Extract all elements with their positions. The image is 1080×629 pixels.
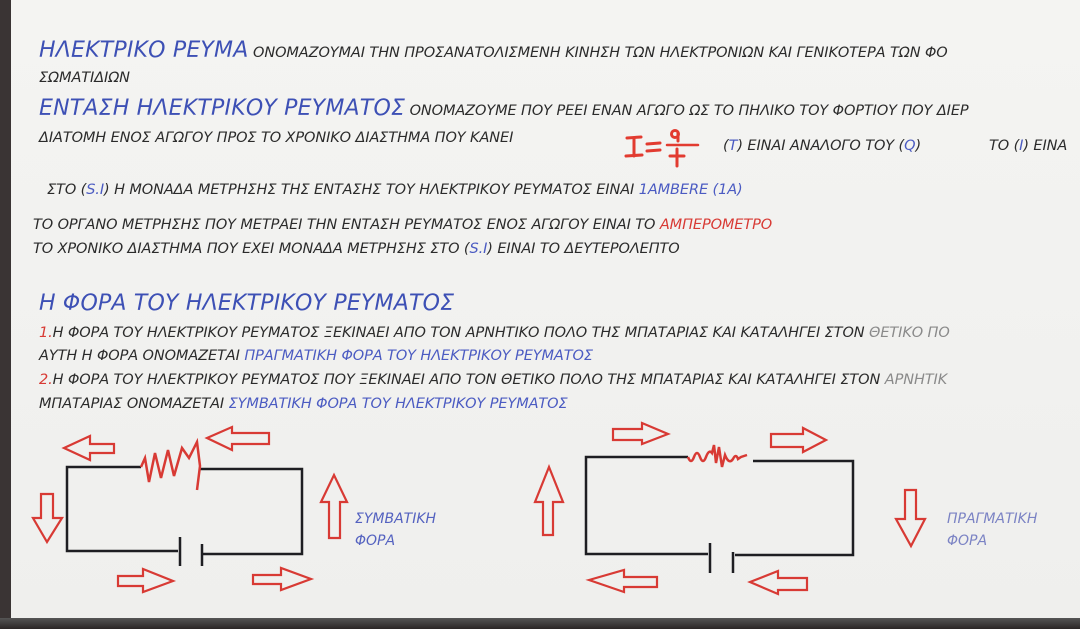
- arrow-up-icon: [535, 467, 563, 535]
- arrow-down-icon: [33, 494, 62, 542]
- si-prefix: ΣΤΟ (: [47, 182, 87, 198]
- direction-heading-line: [39, 291, 454, 316]
- si-text: ) Η ΜΟΝΑΔΑ ΜΕΤΡΗΣΗΣ ΤΗΣ ΕΝΤΑΣΗΣ ΤΟΥ ΗΛΕΚΤΡΙΚΟΥ ΡΕΥΜΑΤΟΣ ΕΙΝΑΙ: [104, 182, 639, 198]
- formula-drawing: [623, 126, 703, 170]
- label-line-2: ΦΟΡΑ: [355, 533, 396, 549]
- var-q: Q: [904, 138, 916, 154]
- circuit-diagram-conventional: [11, 420, 351, 610]
- arrow-right-icon: [613, 423, 668, 444]
- definition-text: ΟΝΟΜΑΖΟΥΜΑΙ ΤΗΝ ΠΡΟΣΑΝΑΤΟΛΙΣΜΕΝΗ ΚΙΝΗΣΗ ΤΩΝ ΗΛΕΚΤΡΟΝΙΩΝ ΚΑΙ ΓΕΝΙΚΟΤΕΡΑ ΤΩΝ ΦΟ: [248, 45, 948, 61]
- document-screen: [11, 0, 1080, 618]
- real-direction-term: ΠΡΑΓΜΑΤΙΚΗ ΦΟΡΑ ΤΟΥ ΗΛΕΚΤΡΙΚΟΥ ΡΕΥΜΑΤΟΣ: [244, 348, 593, 364]
- resistor-icon: [141, 442, 200, 490]
- intensity-text: ΟΝΟΜΑΖΟΥΜΕ ΠΟΥ ΡΕΕΙ ΕΝΑΝ ΑΓΩΓΟ ΩΣ ΤΟ ΠΗΛΙΚΟ ΤΟΥ ΦΟΡΤΙΟΥ ΠΟΥ ΔΙΕΡ: [405, 103, 969, 119]
- circuit-wires: [67, 467, 302, 566]
- arrow-up-icon: [321, 475, 347, 538]
- conventional-direction-term: ΣΥΜΒΑΤΙΚΗ ΦΟΡΑ ΤΟΥ ΗΛΕΚΤΡΙΚΟΥ ΡΕΥΜΑΤΟΣ: [228, 396, 568, 412]
- time-text: ΤΟ ΧΡΟΝΙΚΟ ΔΙΑΣΤΗΜΑ ΠΟΥ ΕΧΕΙ ΜΟΝΑΔΑ ΜΕΤΡΗΣΗΣ ΣΤΟ (: [33, 241, 470, 257]
- item-number-2: 2.: [39, 372, 53, 388]
- heading-electric-current: ΗΛΕΚΤΡΙΚΟ ΡΕΥΜΑ: [39, 38, 249, 63]
- heading-current-intensity: ΕΝΤΑΣΗ ΗΛΕΚΤΡΙΚΟΥ ΡΕΥΜΑΤΟΣ: [39, 96, 406, 121]
- arrow-left-icon: [207, 427, 269, 450]
- ampere-symbol: (1A): [708, 182, 743, 198]
- item-2-line2-text: ΜΠΑΤΑΡΙΑΣ ΟΝΟΜΑΖΕΤΑΙ: [39, 396, 229, 412]
- real-direction-label: [947, 508, 1037, 552]
- direction-item-2-line2: [39, 396, 568, 412]
- current-note: [989, 138, 1067, 154]
- note-prefix: ΤΟ (: [989, 138, 1020, 154]
- ammeter-term: ΑΜΠΕΡΟΜΕΤΡΟ: [659, 217, 773, 233]
- si-unit-line: [47, 182, 743, 198]
- circuit-diagram-real: [520, 420, 940, 610]
- label-line-1: ΣΥΜΒΑΤΙΚΗ: [355, 511, 437, 527]
- monitor-bezel: [0, 618, 1080, 629]
- definition-continuation: [39, 70, 130, 86]
- definition-text-line2: ΣΩΜΑΤΙΔΙΩΝ: [39, 70, 130, 86]
- item-2-text: Η ΦΟΡΑ ΤΟΥ ΗΛΕΚΤΡΙΚΟΥ ΡΕΥΜΑΤΟΣ ΠΟΥ ΞΕΚΙΝΑΕΙ ΑΠΟ ΤΟΝ ΘΕΤΙΚΟ ΠΟΛΟ ΤΗΣ ΜΠΑΤΑΡΙΑΣ ΚΑΙ ΚΑΤΑΛΗΓΕΙ ΣΤΟΝ: [52, 372, 885, 388]
- si-abbrev-2: S.I: [469, 241, 488, 257]
- item-2-faded: ΑΡΝΗΤΙΚ: [884, 372, 948, 388]
- paren-open: (: [723, 138, 729, 154]
- current-formula: [623, 126, 703, 170]
- var-t: T: [728, 138, 738, 154]
- conventional-direction-label: [355, 508, 436, 552]
- arrow-down-icon: [896, 490, 925, 546]
- intensity-text-line2: ΔΙΑΤΟΜΗ ΕΝΟΣ ΑΓΩΓΟΥ ΠΡΟΣ ΤΟ ΧΡΟΝΙΚΟ ΔΙΑΣΤΗΜΑ ΠΟΥ ΚΑΝΕΙ: [39, 130, 514, 146]
- electric-current-definition: [39, 38, 948, 63]
- ampere-unit: 1AMBERE: [638, 182, 709, 198]
- arrow-left-icon: [64, 436, 114, 460]
- arrow-left-icon: [750, 571, 807, 594]
- direction-item-2: [39, 372, 947, 388]
- arrow-right-icon: [771, 428, 826, 452]
- note-text: ) ΕΙΝΑΙ ΑΝΑΛΟΓΟ ΤΟΥ (: [737, 138, 905, 154]
- resistor-icon: [688, 445, 747, 467]
- circuit-wires: [586, 457, 853, 573]
- time-unit-line: [33, 241, 680, 257]
- item-1-text: Η ΦΟΡΑ ΤΟΥ ΗΛΕΚΤΡΙΚΟΥ ΡΕΥΜΑΤΟΣ ΞΕΚΙΝΑΕΙ ΑΠΟ ΤΟΝ ΑΡΝΗΤΙΚΟ ΠΟΛΟ ΤΗΣ ΜΠΑΤΑΡΙΑΣ ΚΑΙ ΚΑΤΑΛΗΓΕΙ ΣΤΟΝ: [52, 325, 870, 341]
- label-line-1: ΠΡΑΓΜΑΤΙΚΗ: [947, 511, 1038, 527]
- item-number-1: 1.: [39, 325, 53, 341]
- paren-close: ): [915, 138, 921, 154]
- direction-item-1-line2: [39, 348, 593, 364]
- intensity-continuation: [39, 130, 513, 146]
- note-suffix: ) ΕΙΝΑ: [1023, 138, 1068, 154]
- time-suffix: ) ΕΙΝΑΙ ΤΟ ΔΕΥΤΕΡΟΛΕΠΤΟ: [487, 241, 680, 257]
- instrument-text: ΤΟ ΟΡΓΑΝΟ ΜΕΤΡΗΣΗΣ ΠΟΥ ΜΕΤΡΑΕΙ ΤΗΝ ΕΝΤΑΣΗ ΡΕΥΜΑΤΟΣ ΕΝΟΣ ΑΓΩΓΟΥ ΕΙΝΑΙ ΤΟ: [33, 217, 660, 233]
- direction-item-1: [39, 325, 950, 341]
- instrument-line: [33, 217, 772, 233]
- item-1-faded: ΘΕΤΙΚΟ ΠΟ: [869, 325, 950, 341]
- heading-current-direction: Η ΦΟΡΑ ΤΟΥ ΗΛΕΚΤΡΙΚΟΥ ΡΕΥΜΑΤΟΣ: [39, 291, 455, 316]
- arrow-left-icon: [589, 570, 657, 592]
- label-line-2: ΦΟΡΑ: [947, 533, 988, 549]
- si-abbrev: S.I: [86, 182, 104, 198]
- proportionality-note: [723, 138, 921, 154]
- current-intensity-definition: [39, 96, 969, 121]
- arrow-right-icon: [253, 568, 311, 590]
- arrow-right-icon: [118, 569, 173, 592]
- item-1-line2-text: ΑΥΤΗ Η ΦΟΡΑ ΟΝΟΜΑΖΕΤΑΙ: [39, 348, 245, 364]
- var-i: I: [1019, 138, 1024, 154]
